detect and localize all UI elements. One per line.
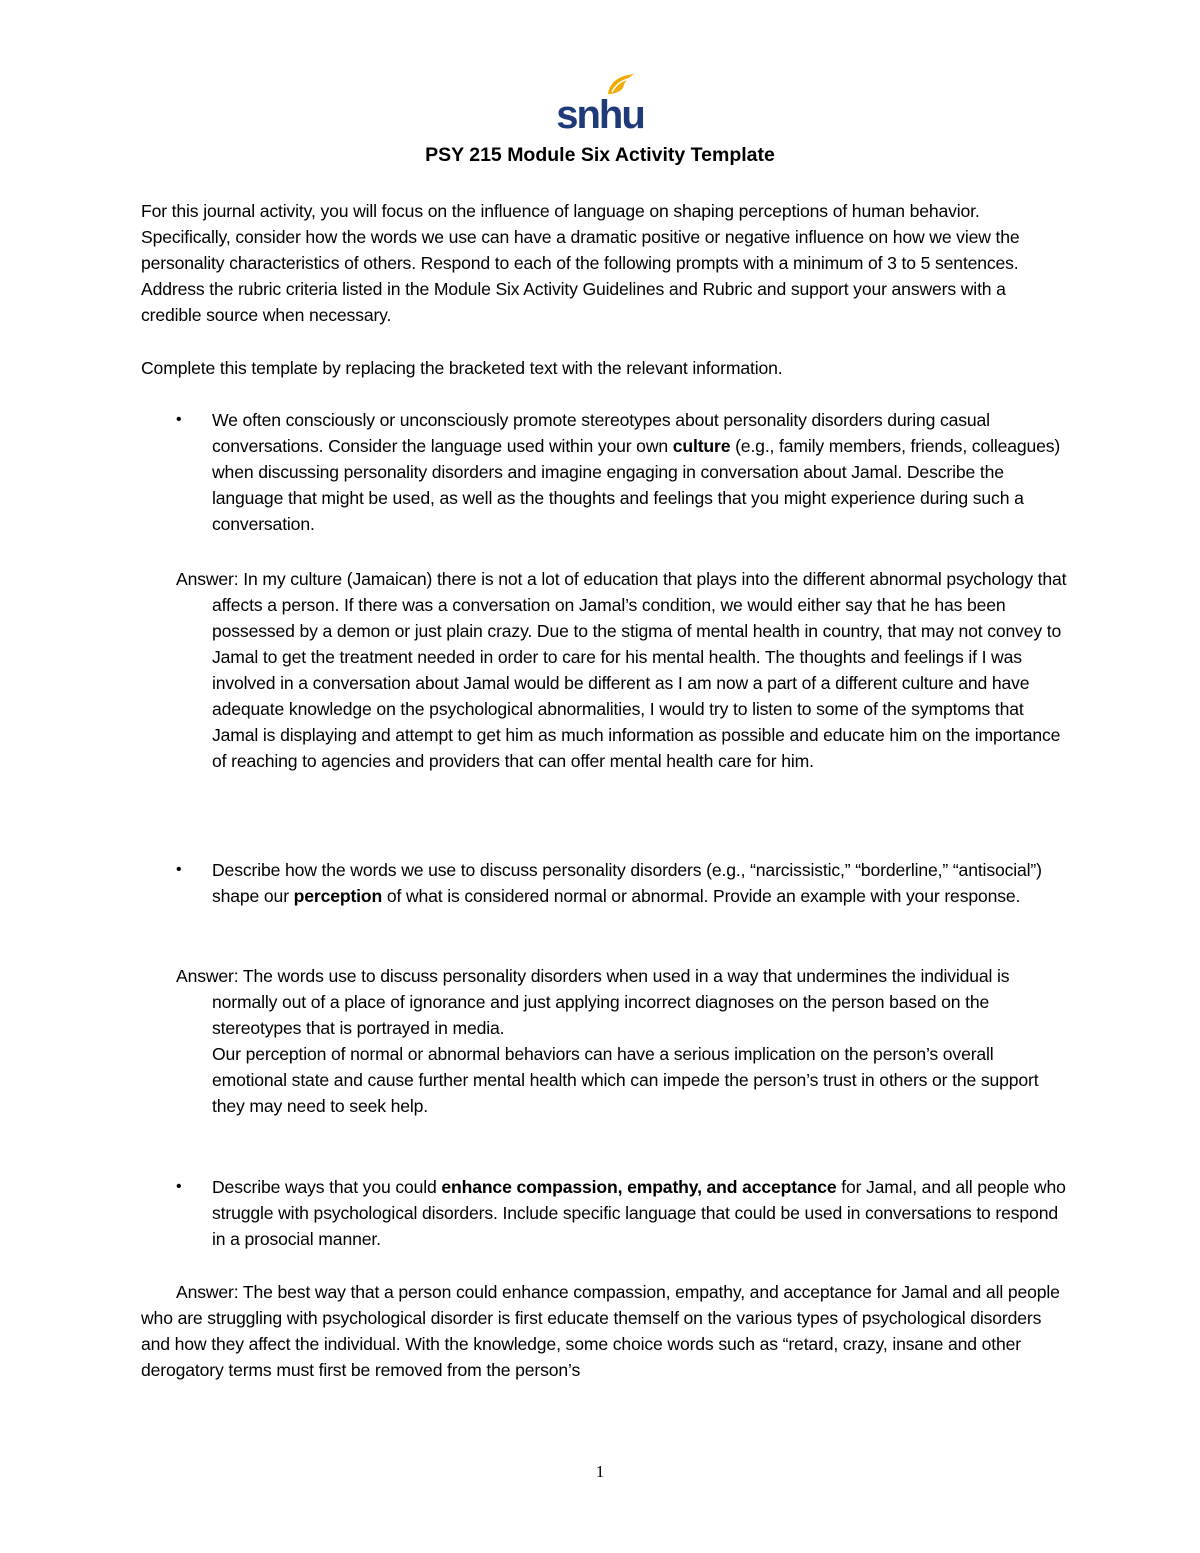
answer-continuation: Our perception of normal or abnormal behaviors can have a serious implication on the person’s overall emotional state and cause further mental health which can impede the person’s trust in others or the support they may need to seek help. bbox=[212, 1044, 1039, 1116]
bullet-icon: • bbox=[176, 861, 182, 878]
prompt-text: We often consciously or unconsciously promote stereotypes about personality disorders during casual conversations. Consider the language used within your own culture (e.g., family members, friends, colleagues) when discussing personality disorders and imagine engaging in conversation about Jamal. Describe the language that might be used, as well as the thoughts and feelings that you might experience during such a conversation. bbox=[212, 410, 1061, 534]
page-number: 1 bbox=[595, 1462, 605, 1481]
intro-paragraph: For this journal activity, you will focus on the influence of language on shaping perceptions of human behavior. Specifically, consider how the words we use can have a dramatic positive or negative influence on how we view the personality characteristics of others. Respond to each of the following prompts with a minimum of 3 to 5 sentences. Address the rubric criteria listed in the Module Six Activity Guidelines and Rubric and support your answers with a credible source when necessary. bbox=[141, 201, 1020, 325]
page-title: PSY 215 Module Six Activity Template bbox=[425, 144, 775, 166]
snhu-logo bbox=[548, 66, 652, 134]
logo-wordmark: snhu bbox=[556, 93, 644, 134]
instruction-paragraph: Complete this template by replacing the bracketed text with the relevant information. bbox=[141, 358, 783, 378]
answer-paragraph: Answer: In my culture (Jamaican) there is not a lot of education that plays into the different abnormal psychology that affects a person. If there was a conversation on Jamal’s condition, we would either say that he has been possessed by a demon or just plain crazy. Due to the stigma of mental health in country, that may not convey to Jamal to get the treatment needed in order to care for his mental health. The thoughts and feelings if I was involved in a conversation about Jamal would be different as I am now a part of a different culture and have adequate knowledge on the psychological abnormalities, I would try to listen to some of the symptoms that Jamal is displaying and attempt to get him as much information as possible and educate him on the importance of reaching to agencies and providers that can offer mental health care for him. bbox=[176, 569, 1067, 771]
answer-paragraph: Answer: The best way that a person could enhance compassion, empathy, and acceptance for Jamal and all people who are struggling with psychological disorder is first educate themself on the various types of psychological disorders and how they affect the individual. With the knowledge, some choice words such as “retard, crazy, insane and other derogatory terms must first be removed from the person’s bbox=[141, 1282, 1060, 1380]
bullet-icon: • bbox=[176, 1178, 182, 1195]
prompt-text: Describe how the words we use to discuss personality disorders (e.g., “narcissistic,” “borderline,” “antisocial”) shape our perception of what is considered normal or abnormal. Provide an example with your response. bbox=[212, 860, 1042, 906]
answer-paragraph: Answer: The words use to discuss personality disorders when used in a way that undermines the individual is normally out of a place of ignorance and just applying incorrect diagnoses on the person based on the stereotypes that is portrayed in media. Our perception of normal or abnormal behaviors can have a serious implication on the person’s overall emotional state and cause further mental health which can impede the person’s trust in others or the support they may need to seek help. bbox=[212, 963, 1072, 1119]
prompt-item bbox=[176, 857, 1066, 909]
bullet-icon: • bbox=[176, 411, 182, 428]
prompt-item bbox=[176, 1174, 1066, 1252]
prompt-item bbox=[176, 407, 1066, 537]
prompt-text: Describe ways that you could enhance compassion, empathy, and acceptance for Jamal, and all people who struggle with psychological disorders. Include specific language that could be used in conversations to respond in a prosocial manner. bbox=[212, 1177, 1066, 1249]
